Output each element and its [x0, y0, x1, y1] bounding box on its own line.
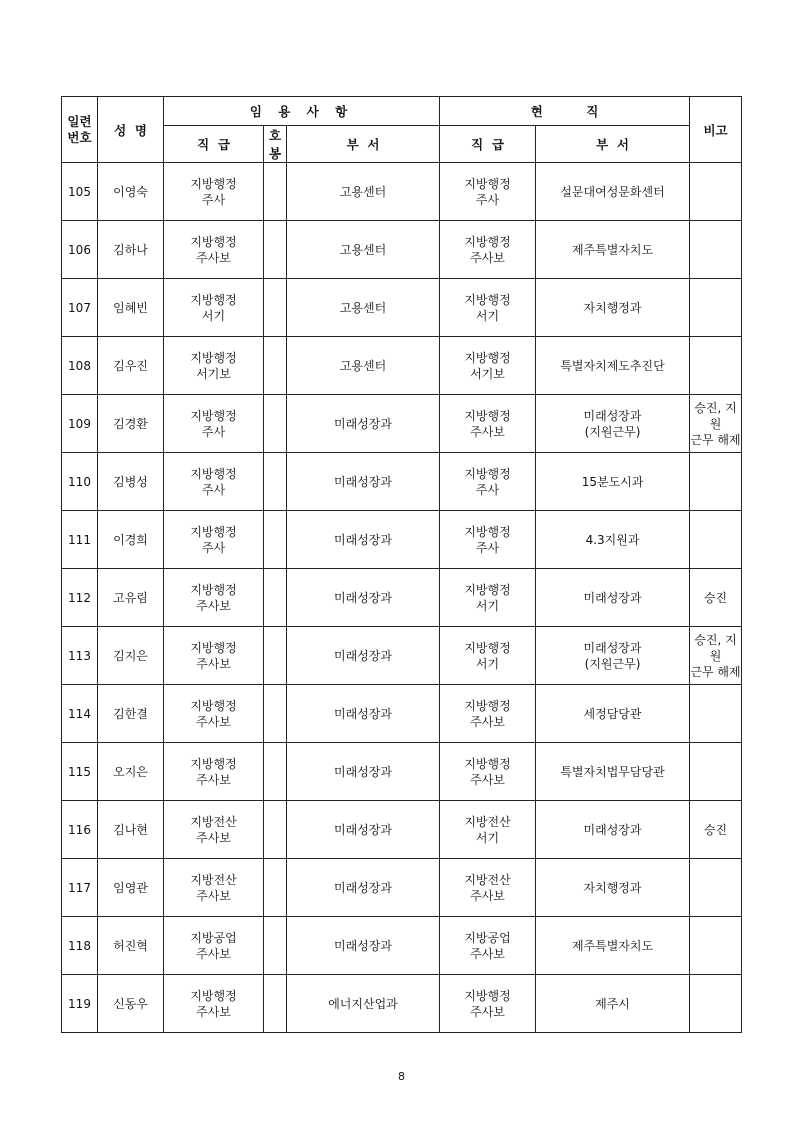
- col-header-current-rank: 직 급: [440, 126, 536, 163]
- row-number-cell: 108: [62, 337, 98, 395]
- pay-step-cell: [264, 627, 287, 685]
- person-name-cell: 임영관: [98, 859, 164, 917]
- page-number: 8: [398, 1070, 405, 1083]
- col-header-step: 호봉: [264, 126, 287, 163]
- pay-step-cell: [264, 511, 287, 569]
- person-name-cell: 김하나: [98, 221, 164, 279]
- current-dept-cell: 특별자치제도추진단: [536, 337, 690, 395]
- appointed-dept-cell: 미래성장과: [287, 917, 440, 975]
- person-name-cell: 김나현: [98, 801, 164, 859]
- pay-step-cell: [264, 337, 287, 395]
- remarks-cell: [690, 337, 742, 395]
- appointed-rank-cell: 지방행정 주사: [164, 453, 264, 511]
- table-body: [62, 163, 742, 1033]
- appointed-dept-cell: 고용센터: [287, 221, 440, 279]
- table-row: [62, 337, 742, 395]
- current-rank-cell: 지방행정 주사: [440, 163, 536, 221]
- appointed-rank-cell: 지방전산 주사보: [164, 859, 264, 917]
- appointed-rank-cell: 지방행정 주사보: [164, 685, 264, 743]
- remarks-cell: [690, 221, 742, 279]
- remarks-cell: [690, 279, 742, 337]
- pay-step-cell: [264, 801, 287, 859]
- remarks-cell: [690, 743, 742, 801]
- current-dept-cell: 제주시: [536, 975, 690, 1033]
- row-number-cell: 116: [62, 801, 98, 859]
- remarks-cell: [690, 685, 742, 743]
- appointed-rank-cell: 지방전산 주사보: [164, 801, 264, 859]
- current-dept-cell: 미래성장과 (지원근무): [536, 395, 690, 453]
- appointed-dept-cell: 미래성장과: [287, 685, 440, 743]
- person-name-cell: 김병성: [98, 453, 164, 511]
- appointed-rank-cell: 지방행정 서기보: [164, 337, 264, 395]
- current-rank-cell: 지방행정 주사보: [440, 221, 536, 279]
- pay-step-cell: [264, 163, 287, 221]
- row-number-cell: 117: [62, 859, 98, 917]
- appointed-rank-cell: 지방행정 서기: [164, 279, 264, 337]
- pay-step-cell: [264, 569, 287, 627]
- table-row: [62, 511, 742, 569]
- appointed-rank-cell: 지방행정 주사보: [164, 221, 264, 279]
- appointed-dept-cell: 미래성장과: [287, 453, 440, 511]
- pay-step-cell: [264, 221, 287, 279]
- table-row: [62, 163, 742, 221]
- appointed-dept-cell: 미래성장과: [287, 569, 440, 627]
- appointed-rank-cell: 지방행정 주사보: [164, 743, 264, 801]
- appointed-rank-cell: 지방행정 주사보: [164, 975, 264, 1033]
- table-row: [62, 221, 742, 279]
- col-header-remarks: 비고: [690, 97, 742, 163]
- table-row: [62, 859, 742, 917]
- person-name-cell: 고유림: [98, 569, 164, 627]
- col-header-name: 성 명: [98, 97, 164, 163]
- table-row: [62, 279, 742, 337]
- person-name-cell: 이영숙: [98, 163, 164, 221]
- row-number-cell: 113: [62, 627, 98, 685]
- current-dept-cell: 자치행정과: [536, 279, 690, 337]
- current-rank-cell: 지방행정 주사보: [440, 975, 536, 1033]
- pay-step-cell: [264, 279, 287, 337]
- current-rank-cell: 지방전산 서기: [440, 801, 536, 859]
- person-name-cell: 김지은: [98, 627, 164, 685]
- table-row: [62, 917, 742, 975]
- remarks-cell: [690, 859, 742, 917]
- table-row: [62, 743, 742, 801]
- col-header-appointment: 임 용 사 항: [164, 97, 440, 126]
- person-name-cell: 오지은: [98, 743, 164, 801]
- appointed-dept-cell: 미래성장과: [287, 395, 440, 453]
- pay-step-cell: [264, 975, 287, 1033]
- appointed-rank-cell: 지방행정 주사: [164, 511, 264, 569]
- person-name-cell: 김경환: [98, 395, 164, 453]
- appointed-dept-cell: 고용센터: [287, 279, 440, 337]
- table-row: [62, 569, 742, 627]
- row-number-cell: 110: [62, 453, 98, 511]
- personnel-table: [61, 96, 742, 1033]
- current-dept-cell: 미래성장과: [536, 569, 690, 627]
- appointed-dept-cell: 미래성장과: [287, 627, 440, 685]
- appointed-rank-cell: 지방행정 주사보: [164, 627, 264, 685]
- current-dept-cell: 자치행정과: [536, 859, 690, 917]
- remarks-cell: [690, 917, 742, 975]
- current-rank-cell: 지방행정 주사보: [440, 743, 536, 801]
- row-number-cell: 114: [62, 685, 98, 743]
- remarks-cell: [690, 975, 742, 1033]
- pay-step-cell: [264, 395, 287, 453]
- col-header-rank: 직 급: [164, 126, 264, 163]
- appointed-rank-cell: 지방행정 주사보: [164, 569, 264, 627]
- current-dept-cell: 4.3지원과: [536, 511, 690, 569]
- remarks-cell: 승진, 지원 근무 해제: [690, 395, 742, 453]
- current-rank-cell: 지방행정 주사보: [440, 395, 536, 453]
- current-dept-cell: 제주특별자치도: [536, 221, 690, 279]
- current-dept-cell: 특별자치법무담당관: [536, 743, 690, 801]
- remarks-cell: [690, 511, 742, 569]
- current-rank-cell: 지방공업 주사보: [440, 917, 536, 975]
- row-number-cell: 118: [62, 917, 98, 975]
- appointed-dept-cell: 미래성장과: [287, 511, 440, 569]
- person-name-cell: 김우진: [98, 337, 164, 395]
- table-header: [62, 97, 742, 163]
- current-dept-cell: 설문대여성문화센터: [536, 163, 690, 221]
- table-row: [62, 975, 742, 1033]
- pay-step-cell: [264, 859, 287, 917]
- current-rank-cell: 지방행정 주사보: [440, 685, 536, 743]
- pay-step-cell: [264, 453, 287, 511]
- current-rank-cell: 지방행정 서기: [440, 279, 536, 337]
- col-header-no: 일련 번호: [62, 97, 98, 163]
- appointed-dept-cell: 미래성장과: [287, 801, 440, 859]
- person-name-cell: 김한결: [98, 685, 164, 743]
- col-header-current: 현 직: [440, 97, 690, 126]
- table-row: [62, 453, 742, 511]
- pay-step-cell: [264, 917, 287, 975]
- appointed-dept-cell: 미래성장과: [287, 859, 440, 917]
- current-dept-cell: 미래성장과: [536, 801, 690, 859]
- current-dept-cell: 제주특별자치도: [536, 917, 690, 975]
- current-rank-cell: 지방행정 주사: [440, 511, 536, 569]
- row-number-cell: 105: [62, 163, 98, 221]
- col-header-current-dept: 부 서: [536, 126, 690, 163]
- person-name-cell: 임혜빈: [98, 279, 164, 337]
- table-row: [62, 801, 742, 859]
- appointed-dept-cell: 에너지산업과: [287, 975, 440, 1033]
- current-rank-cell: 지방행정 주사: [440, 453, 536, 511]
- remarks-cell: 승진, 지원 근무 해제: [690, 627, 742, 685]
- row-number-cell: 106: [62, 221, 98, 279]
- person-name-cell: 신동우: [98, 975, 164, 1033]
- row-number-cell: 112: [62, 569, 98, 627]
- current-rank-cell: 지방전산 주사보: [440, 859, 536, 917]
- person-name-cell: 이경희: [98, 511, 164, 569]
- table-row: [62, 685, 742, 743]
- current-dept-cell: 미래성장과 (지원근무): [536, 627, 690, 685]
- person-name-cell: 허진혁: [98, 917, 164, 975]
- remarks-cell: [690, 453, 742, 511]
- row-number-cell: 111: [62, 511, 98, 569]
- appointed-dept-cell: 고용센터: [287, 163, 440, 221]
- appointed-rank-cell: 지방행정 주사: [164, 163, 264, 221]
- appointed-rank-cell: 지방공업 주사보: [164, 917, 264, 975]
- appointed-dept-cell: 고용센터: [287, 337, 440, 395]
- table-row: [62, 395, 742, 453]
- row-number-cell: 119: [62, 975, 98, 1033]
- row-number-cell: 115: [62, 743, 98, 801]
- remarks-cell: 승진: [690, 801, 742, 859]
- row-number-cell: 109: [62, 395, 98, 453]
- table-row: [62, 627, 742, 685]
- pay-step-cell: [264, 743, 287, 801]
- remarks-cell: [690, 163, 742, 221]
- row-number-cell: 107: [62, 279, 98, 337]
- appointed-dept-cell: 미래성장과: [287, 743, 440, 801]
- appointed-rank-cell: 지방행정 주사: [164, 395, 264, 453]
- col-header-dept: 부 서: [287, 126, 440, 163]
- current-rank-cell: 지방행정 서기: [440, 627, 536, 685]
- pay-step-cell: [264, 685, 287, 743]
- current-rank-cell: 지방행정 서기: [440, 569, 536, 627]
- current-dept-cell: 15분도시과: [536, 453, 690, 511]
- remarks-cell: 승진: [690, 569, 742, 627]
- current-rank-cell: 지방행정 서기보: [440, 337, 536, 395]
- current-dept-cell: 세정담당관: [536, 685, 690, 743]
